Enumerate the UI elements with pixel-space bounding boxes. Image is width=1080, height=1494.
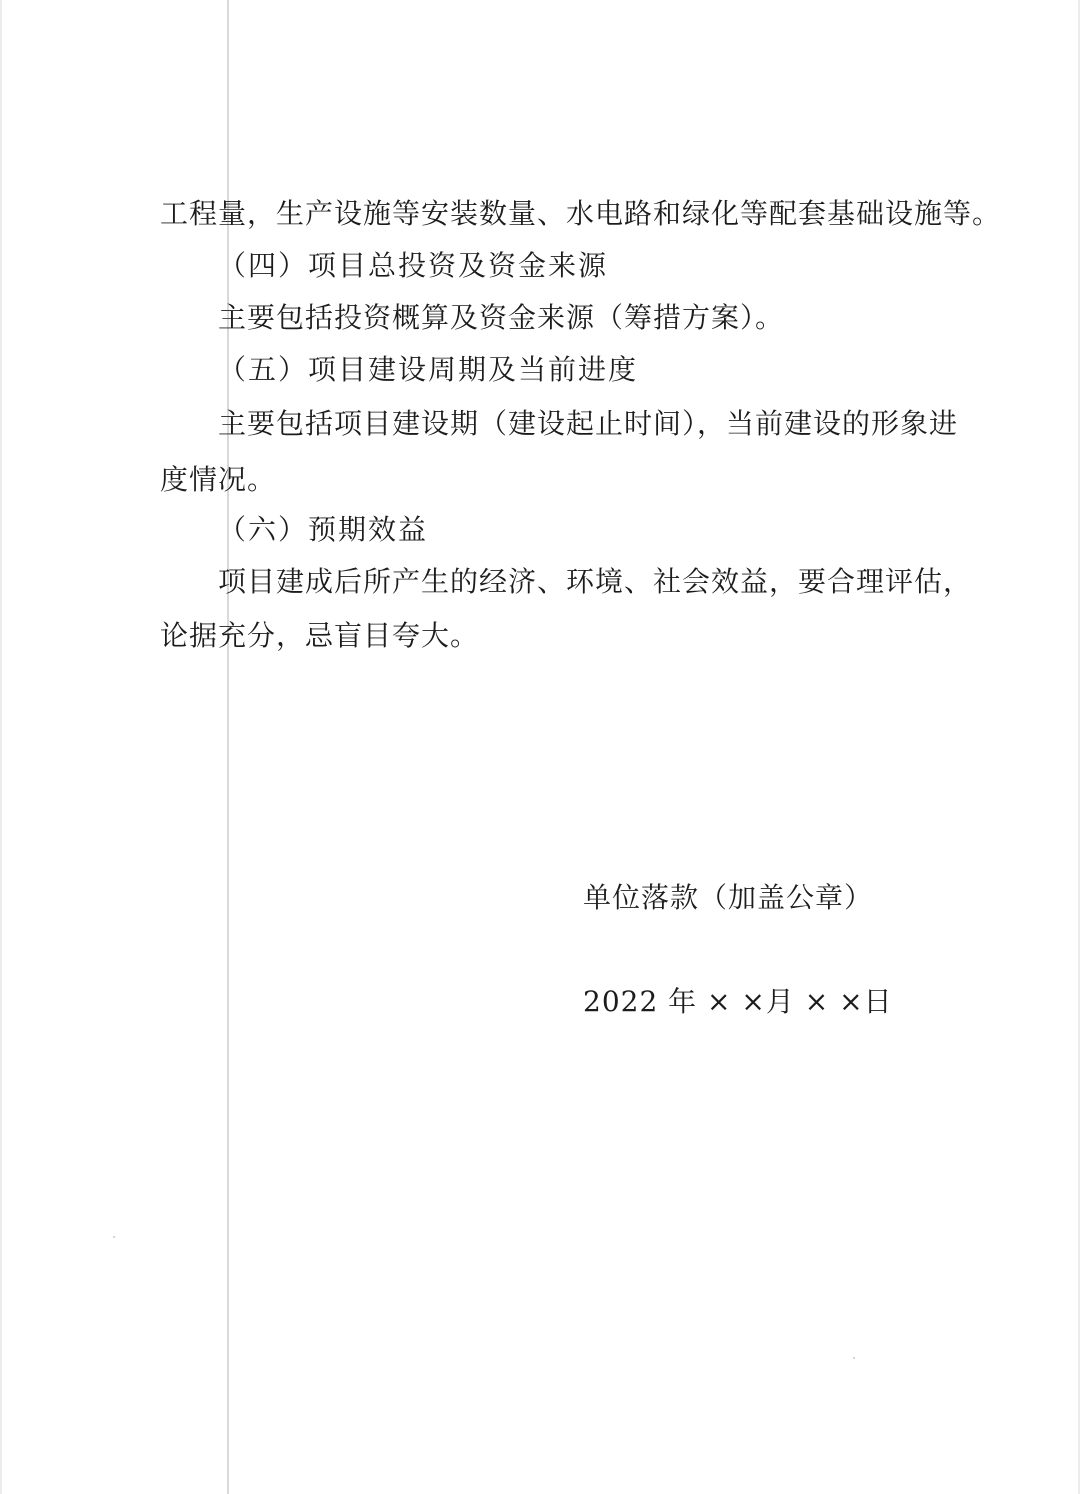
section-heading-4: （四）项目总投资及资金来源 [218, 249, 609, 282]
section-heading-5: （五）项目建设周期及当前进度 [218, 353, 639, 386]
date-line: 2022 年 × ×月 × ×日 [583, 985, 893, 1018]
body-line-1: 工程量，生产设施等安装数量、水电路和绿化等配套基础设施等。 [160, 197, 1002, 230]
body-line-3: 主要包括项目建设期（建设起止时间），当前建设的形象进 [218, 407, 959, 440]
page-edge-left [0, 0, 2, 1494]
body-line-4: 度情况。 [160, 463, 277, 496]
section-heading-6: （六）预期效益 [218, 513, 429, 546]
signature-line: 单位落款（加盖公章） [583, 881, 874, 914]
body-line-6: 论据充分，忌盲目夸大。 [160, 619, 480, 652]
scan-speck [853, 1357, 855, 1359]
body-line-5: 项目建成后所产生的经济、环境、社会效益，要合理评估， [218, 565, 973, 598]
scan-speck [113, 1236, 115, 1238]
body-line-2: 主要包括投资概算及资金来源（筹措方案）。 [218, 301, 785, 334]
